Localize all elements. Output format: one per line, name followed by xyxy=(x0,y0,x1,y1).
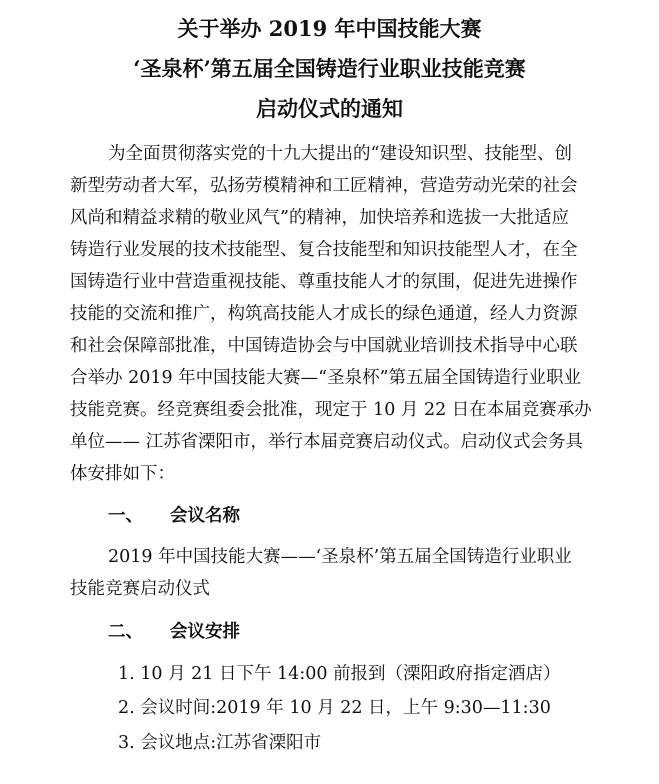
section-2-number: 二、 xyxy=(108,622,143,642)
intro-line: 为全面贯彻落实党的十九大提出的“建设知识型、技能型、创 xyxy=(108,144,572,164)
section-2-title: 会议安排 xyxy=(170,622,240,642)
intro-line: 合举办 2019 年中国技能大赛—“圣泉杯”第五届全国铸造行业职业 xyxy=(70,368,582,388)
section-1-heading xyxy=(108,501,240,531)
intro-line: 国铸造行业中营造重视技能、尊重技能人才的氛围，促进先进操作 xyxy=(70,272,578,292)
document-title-line-3: 启动仪式的通知 xyxy=(256,96,403,121)
section-1-title: 会议名称 xyxy=(170,506,240,526)
intro-line: 铸造行业发展的技术技能型、复合技能型和知识技能型人才，在全 xyxy=(70,240,578,260)
schedule-item-registration: 1. 10 月 21 日下午 14:00 前报到（溧阳政府指定酒店） xyxy=(118,664,561,684)
intro-line: 风尚和精益求精的敬业风气”的精神，加快培养和选拔一大批适应 xyxy=(70,208,569,228)
document-title-line-1: 关于举办 2019 年中国技能大赛 xyxy=(177,16,482,41)
document-title-line-2: ‘圣泉杯’第五届全国铸造行业职业技能竞赛 xyxy=(133,56,526,81)
schedule-item-meeting-time: 2. 会议时间:2019 年 10 月 22 日，上午 9:30—11:30 xyxy=(118,698,551,718)
section-1-text-line: 技能竞赛启动仪式 xyxy=(70,579,210,599)
intro-line: 新型劳动者大军，弘扬劳模精神和工匠精神，营造劳动光荣的社会 xyxy=(70,176,578,196)
intro-line: 技能的交流和推广，构筑高技能人才成长的绿色通道，经人力资源 xyxy=(70,304,578,324)
section-1-text-line: 2019 年中国技能大赛——‘圣泉杯’第五届全国铸造行业职业 xyxy=(108,547,572,567)
intro-line: 单位—— 江苏省溧阳市，举行本届竞赛启动仪式。启动仪式会务具 xyxy=(70,432,584,452)
section-2-heading xyxy=(108,617,240,647)
intro-line: 技能竞赛。经竞赛组委会批准，现定于 10 月 22 日在本届竞赛承办 xyxy=(70,400,592,420)
section-1-number: 一、 xyxy=(108,506,143,526)
intro-line: 体安排如下： xyxy=(70,464,175,484)
intro-line: 和社会保障部批准，中国铸造协会与中国就业培训技术指导中心联 xyxy=(70,336,578,356)
schedule-item-meeting-location: 3. 会议地点:江苏省溧阳市 xyxy=(118,733,322,753)
